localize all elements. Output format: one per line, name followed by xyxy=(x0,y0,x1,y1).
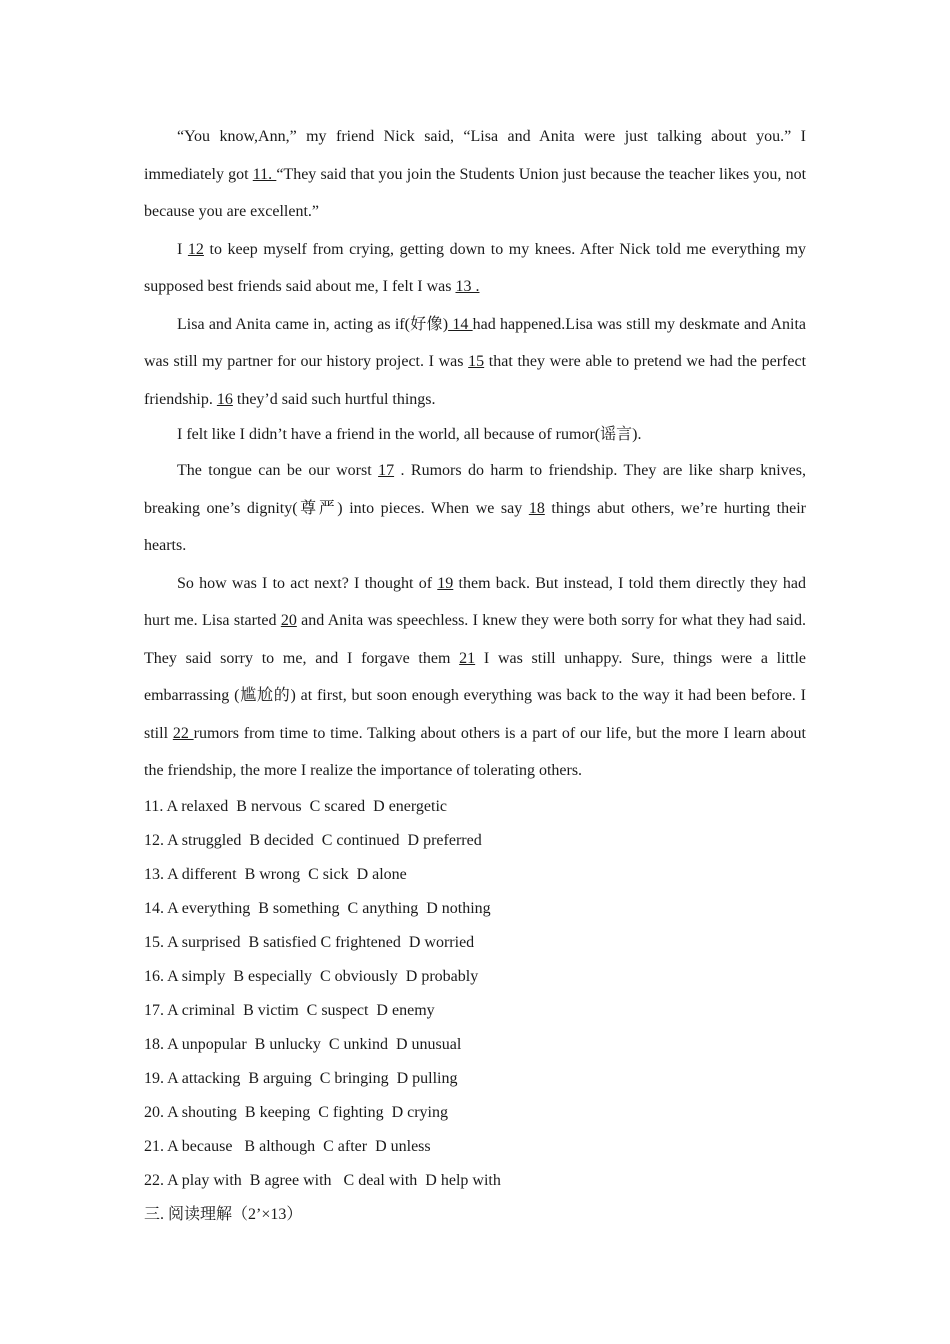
blank-number: 20 xyxy=(280,612,297,629)
option-line: 20. A shouting B keeping C fighting D crying xyxy=(144,1103,448,1121)
passage-text: they’d said such hurtful things. xyxy=(232,390,436,408)
passage-text: “They said that you join the Students Union just because the teacher likes you, not because you are excellent.” xyxy=(144,165,807,220)
option-line: 18. A unpopular B unlucky C unkind D unusual xyxy=(144,1035,462,1053)
passage-paragraph xyxy=(144,118,806,231)
option-line: 21. A because B although C after D unless xyxy=(144,1137,431,1155)
passage-text: rumors from time to time. Talking about others is a part of our life, but the more I learn about the friendship, the more I realize the importance of tolerating others. xyxy=(144,724,806,779)
passage-text: had happened.Lisa was still my deskmate and Anita was still my partner for our history project. I was xyxy=(144,315,806,370)
passage-paragraph xyxy=(144,452,806,565)
blank-number: 19 xyxy=(437,574,454,592)
option-line: 19. A attacking B arguing C bringing D pulling xyxy=(144,1069,458,1087)
option-line: 22. A play with B agree with C deal with D help with xyxy=(144,1171,501,1189)
option-line: 17. A criminal B victim C suspect D enemy xyxy=(144,1001,435,1019)
passage-text: to keep myself from crying, getting down to my knees. After Nick told me everything my supposed best friends said about me, I felt I was xyxy=(144,240,807,295)
passage-text: that they were able to pretend we had the perfect friendship. xyxy=(144,353,807,408)
option-line: 11. A relaxed B nervous C scared D energetic xyxy=(144,797,448,815)
passage-text: “You know,Ann,” my friend Nick said, “Lisa and Anita were just talking about you.” I immediately got xyxy=(144,128,806,183)
passage-paragraph xyxy=(144,306,806,419)
document-content xyxy=(144,118,806,1232)
blank-number: 21 xyxy=(459,649,476,667)
passage-text: I xyxy=(177,240,188,258)
option-line: 15. A surprised B satisfied C frightened D worried xyxy=(144,933,475,951)
passage-text: I felt like I didn’t have a friend in the world, all because of rumor(谣言). xyxy=(177,426,642,443)
passage-text: and Anita was speechless. I knew they were both sorry for what they had said. They said sorry to me, and I forgave them xyxy=(144,612,807,667)
section-title: 三. 阅读理解（2’×13） xyxy=(144,1205,303,1223)
answer-options-list xyxy=(144,790,806,1198)
blank-number: 14 xyxy=(448,315,473,333)
blank-number: 15 xyxy=(468,353,485,370)
option-line: 16. A simply B especially C obviously D probably xyxy=(144,967,479,985)
passage-text: The tongue can be our worst xyxy=(177,462,379,479)
passage-text: I was still unhappy. Sure, things were a little embarrassing (尴尬的) at first, but soon enough everything was back to the way it had been before. I still xyxy=(144,649,807,742)
option-line: 12. A struggled B decided C continued D preferred xyxy=(144,831,482,849)
passage-paragraph xyxy=(144,231,806,306)
cloze-passage xyxy=(144,118,806,790)
passage-text: Lisa and Anita came in, acting as if(好像) xyxy=(177,315,449,333)
blank-number: 16 xyxy=(216,390,233,408)
blank-number: 22 xyxy=(172,724,194,742)
blank-number: 17 xyxy=(378,462,395,479)
option-line: 13. A different B wrong C sick D alone xyxy=(144,865,407,883)
passage-text: . Rumors do harm to friendship. They are like sharp knives, breaking one’s dignity(尊严) into pieces. When we say xyxy=(144,462,807,517)
passage-text: So how was I to act next? I thought of xyxy=(177,574,438,592)
option-line: 14. A everything B something C anything D nothing xyxy=(144,899,491,917)
passage-paragraph xyxy=(144,565,806,790)
blank-number: 18 xyxy=(528,499,545,517)
passage-text: them back. But instead, I told them directly they had hurt me. Lisa started xyxy=(144,574,806,629)
passage-text: things abut others, we’re hurting their hearts. xyxy=(144,499,806,554)
blank-number: 12 xyxy=(187,240,204,258)
blank-number: 11. xyxy=(252,165,277,183)
passage-paragraph xyxy=(144,418,806,452)
blank-number: 13 . xyxy=(455,278,480,295)
